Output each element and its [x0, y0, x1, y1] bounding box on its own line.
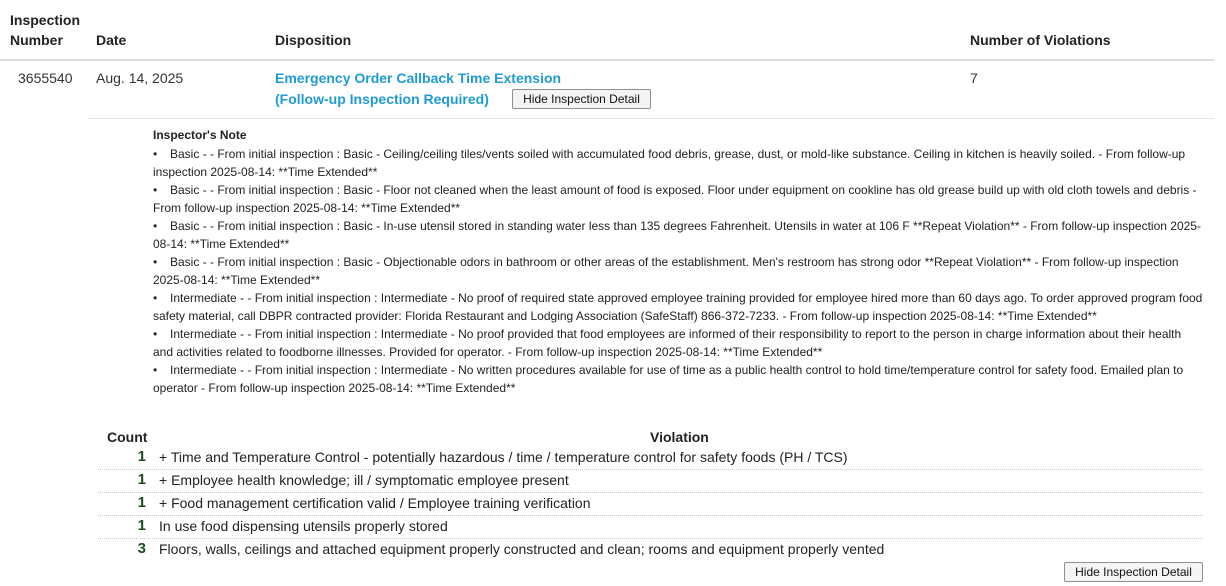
violation-row-count: 1: [137, 471, 146, 488]
note-item: [153, 289, 1203, 325]
bullet-icon: •: [153, 219, 158, 233]
violation-row-count: 1: [137, 494, 146, 511]
note-item-text: Basic - - From initial inspection : Basic - Ceiling/ceiling tiles/vents soiled with accumulated food debris, grease, dust, or mold-like substance. Ceiling in kitchen is heavily soiled. - From follow-up inspection 2025-08-14: **Time Extended**: [153, 147, 1186, 179]
violation-row-text: Floors, walls, ceilings and attached equipment properly constructed and clean; rooms and equipment properly vented: [159, 541, 885, 557]
violation-row-count: 3: [137, 540, 146, 557]
note-item-text: Intermediate - - From initial inspection : Intermediate - No proof of required state approved employee training provided for employee hired more than 60 days ago. To order approved program food safety material, call DBPR contracted provider: Florida Restaurant and Lodging Association (SafeStaff) 866-372-7233. - From follow-up inspection 2025-08-14: **Time Extended**: [153, 291, 1203, 323]
note-item: [153, 145, 1203, 181]
header-inspection-number: Inspection Number: [10, 12, 81, 48]
note-item-text: Intermediate - - From initial inspection : Intermediate - No proof provided that food employees are informed of their responsibility to report to the person in charge information about their health and activities related to foodborne illnesses. Provided for operator. - From follow-up inspection 2025-08-14: **Time Extended**: [153, 327, 1182, 359]
bullet-icon: •: [153, 363, 158, 377]
violations-violation-header: Violation: [650, 429, 709, 445]
violation-row: [98, 515, 1203, 539]
violation-row-text: In use food dispensing utensils properly stored: [159, 518, 448, 534]
header-number-of-violations: Number of Violations: [970, 32, 1111, 48]
inspectors-note-list: [153, 145, 1203, 397]
violation-row: [98, 469, 1203, 493]
disposition-line-2: (Follow-up Inspection Required): [275, 91, 489, 107]
hide-inspection-detail-button-bottom[interactable]: Hide Inspection Detail: [1064, 562, 1203, 582]
note-item-text: Basic - - From initial inspection : Basic - In-use utensil stored in standing water less than 135 degrees Fahrenheit. Utensils in water at 106 F **Repeat Violation** - From follow-up inspection 2025-08-14: **Time Extended**: [153, 219, 1201, 251]
row-divider: [88, 118, 1214, 119]
violation-row-text: + Employee health knowledge; ill / symptomatic employee present: [159, 472, 569, 488]
violation-row: [98, 538, 1203, 561]
violation-row-count: 1: [137, 448, 146, 465]
bullet-icon: •: [153, 183, 158, 197]
disposition-line-1: Emergency Order Callback Time Extension: [275, 70, 562, 86]
header-disposition: Disposition: [275, 32, 352, 48]
note-item-text: Intermediate - - From initial inspection : Intermediate - No written procedures available for use of time as a public health control to hold time/temperature control for safety food. Emailed plan to operator - From follow-up inspection 2025-08-14: **Time Extended**: [153, 363, 1184, 395]
violation-count: 7: [970, 70, 978, 86]
bullet-icon: •: [153, 147, 158, 161]
note-item-text: Basic - - From initial inspection : Basic - Floor not cleaned when the least amount of food is exposed. Floor under equipment on cookline has old grease build up with old cloth towels and debris - From follow-up inspection 2025-08-14: **Time Extended**: [153, 183, 1197, 215]
bullet-icon: •: [153, 255, 158, 269]
bullet-icon: •: [153, 327, 158, 341]
note-item: [153, 253, 1203, 289]
note-item: [153, 181, 1203, 217]
inspection-number: 3655540: [18, 70, 73, 86]
note-item-text: Basic - - From initial inspection : Basic - Objectionable odors in bathroom or other areas of the establishment. Men's restroom has strong odor **Repeat Violation** - From follow-up inspection 2025-08-14: **Time Extended**: [153, 255, 1179, 287]
violations-count-header: Count: [107, 429, 148, 445]
inspectors-note-title: Inspector's Note: [153, 128, 247, 142]
violation-row: [98, 492, 1203, 516]
note-item: [153, 325, 1203, 361]
hide-inspection-detail-button[interactable]: Hide Inspection Detail: [512, 89, 651, 109]
violation-row: [98, 446, 1203, 470]
header-date: Date: [96, 32, 127, 48]
bullet-icon: •: [153, 291, 158, 305]
violation-row-text: + Food management certification valid / Employee training verification: [159, 495, 591, 511]
note-item: [153, 361, 1203, 397]
note-item: [153, 217, 1203, 253]
violation-row-count: 1: [137, 517, 146, 534]
inspection-date: Aug. 14, 2025: [96, 70, 184, 86]
violation-row-text: + Time and Temperature Control - potentially hazardous / time / temperature control for safety foods (PH / TCS): [159, 449, 848, 465]
header-divider: [0, 59, 1214, 61]
